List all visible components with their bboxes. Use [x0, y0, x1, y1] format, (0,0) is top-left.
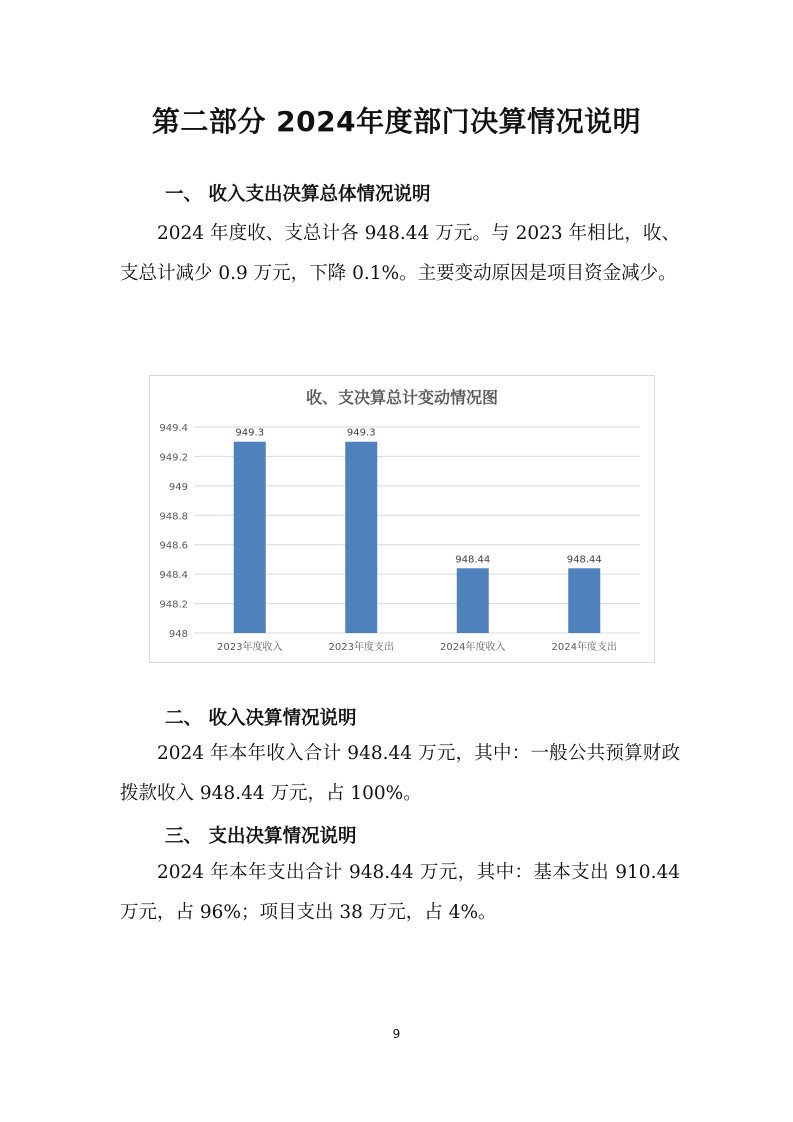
- y-tick-label: 948.6: [159, 540, 188, 552]
- x-tick-label: 2024年度支出: [551, 642, 617, 653]
- y-tick-label: 948.8: [159, 511, 188, 523]
- section-heading-2: 二、 收入决算情况说明: [165, 708, 357, 729]
- y-tick-label: 948: [168, 629, 188, 640]
- bar-data-label: 949.3: [346, 427, 376, 439]
- bar-data-label: 949.3: [235, 427, 265, 439]
- bar-chart: [149, 375, 655, 663]
- x-tick-label: 2024年度收入: [440, 642, 506, 653]
- y-tick-label: 949: [168, 481, 188, 493]
- chart-svg: [150, 376, 654, 662]
- x-tick-label: 2023年度支出: [328, 642, 394, 653]
- section-heading-1: 一、 收入支出决算总体情况说明: [165, 184, 431, 205]
- page-title: 第二部分 2024年度部门决算情况说明: [151, 105, 642, 138]
- bar-data-label: 948.44: [455, 554, 491, 566]
- bar-3: [457, 568, 489, 633]
- y-tick-label: 948.2: [159, 599, 188, 611]
- x-tick-label: 2023年度收入: [217, 642, 283, 653]
- page-number: 9: [392, 1027, 401, 1041]
- y-tick-label: 948.4: [159, 570, 188, 582]
- bar-4: [568, 568, 600, 633]
- y-tick-label: 949.2: [159, 452, 188, 464]
- y-tick-label: 949.4: [159, 423, 188, 434]
- bar-2: [345, 442, 377, 633]
- section-paragraph-3: 2024 年本年支出合计 948.44 万元，其中：基本支出 910.44 万元，占 96%；项目支出 38 万元，占 4%。: [120, 862, 680, 923]
- chart-title: 收、支决算总计变动情况图: [305, 388, 499, 407]
- section-heading-3: 三、 支出决算情况说明: [165, 826, 357, 847]
- bar-1: [234, 442, 266, 633]
- section-paragraph-1: 2024 年度收、支总计各 948.44 万元。与 2023 年相比，收、支总计减少 0.9 万元，下降 0.1%。主要变动原因是项目资金减少。: [120, 223, 680, 284]
- bar-data-label: 948.44: [566, 554, 602, 566]
- section-paragraph-2: 2024 年本年收入合计 948.44 万元，其中：一般公共预算财政拨款收入 948.44 万元，占 100%。: [120, 743, 680, 804]
